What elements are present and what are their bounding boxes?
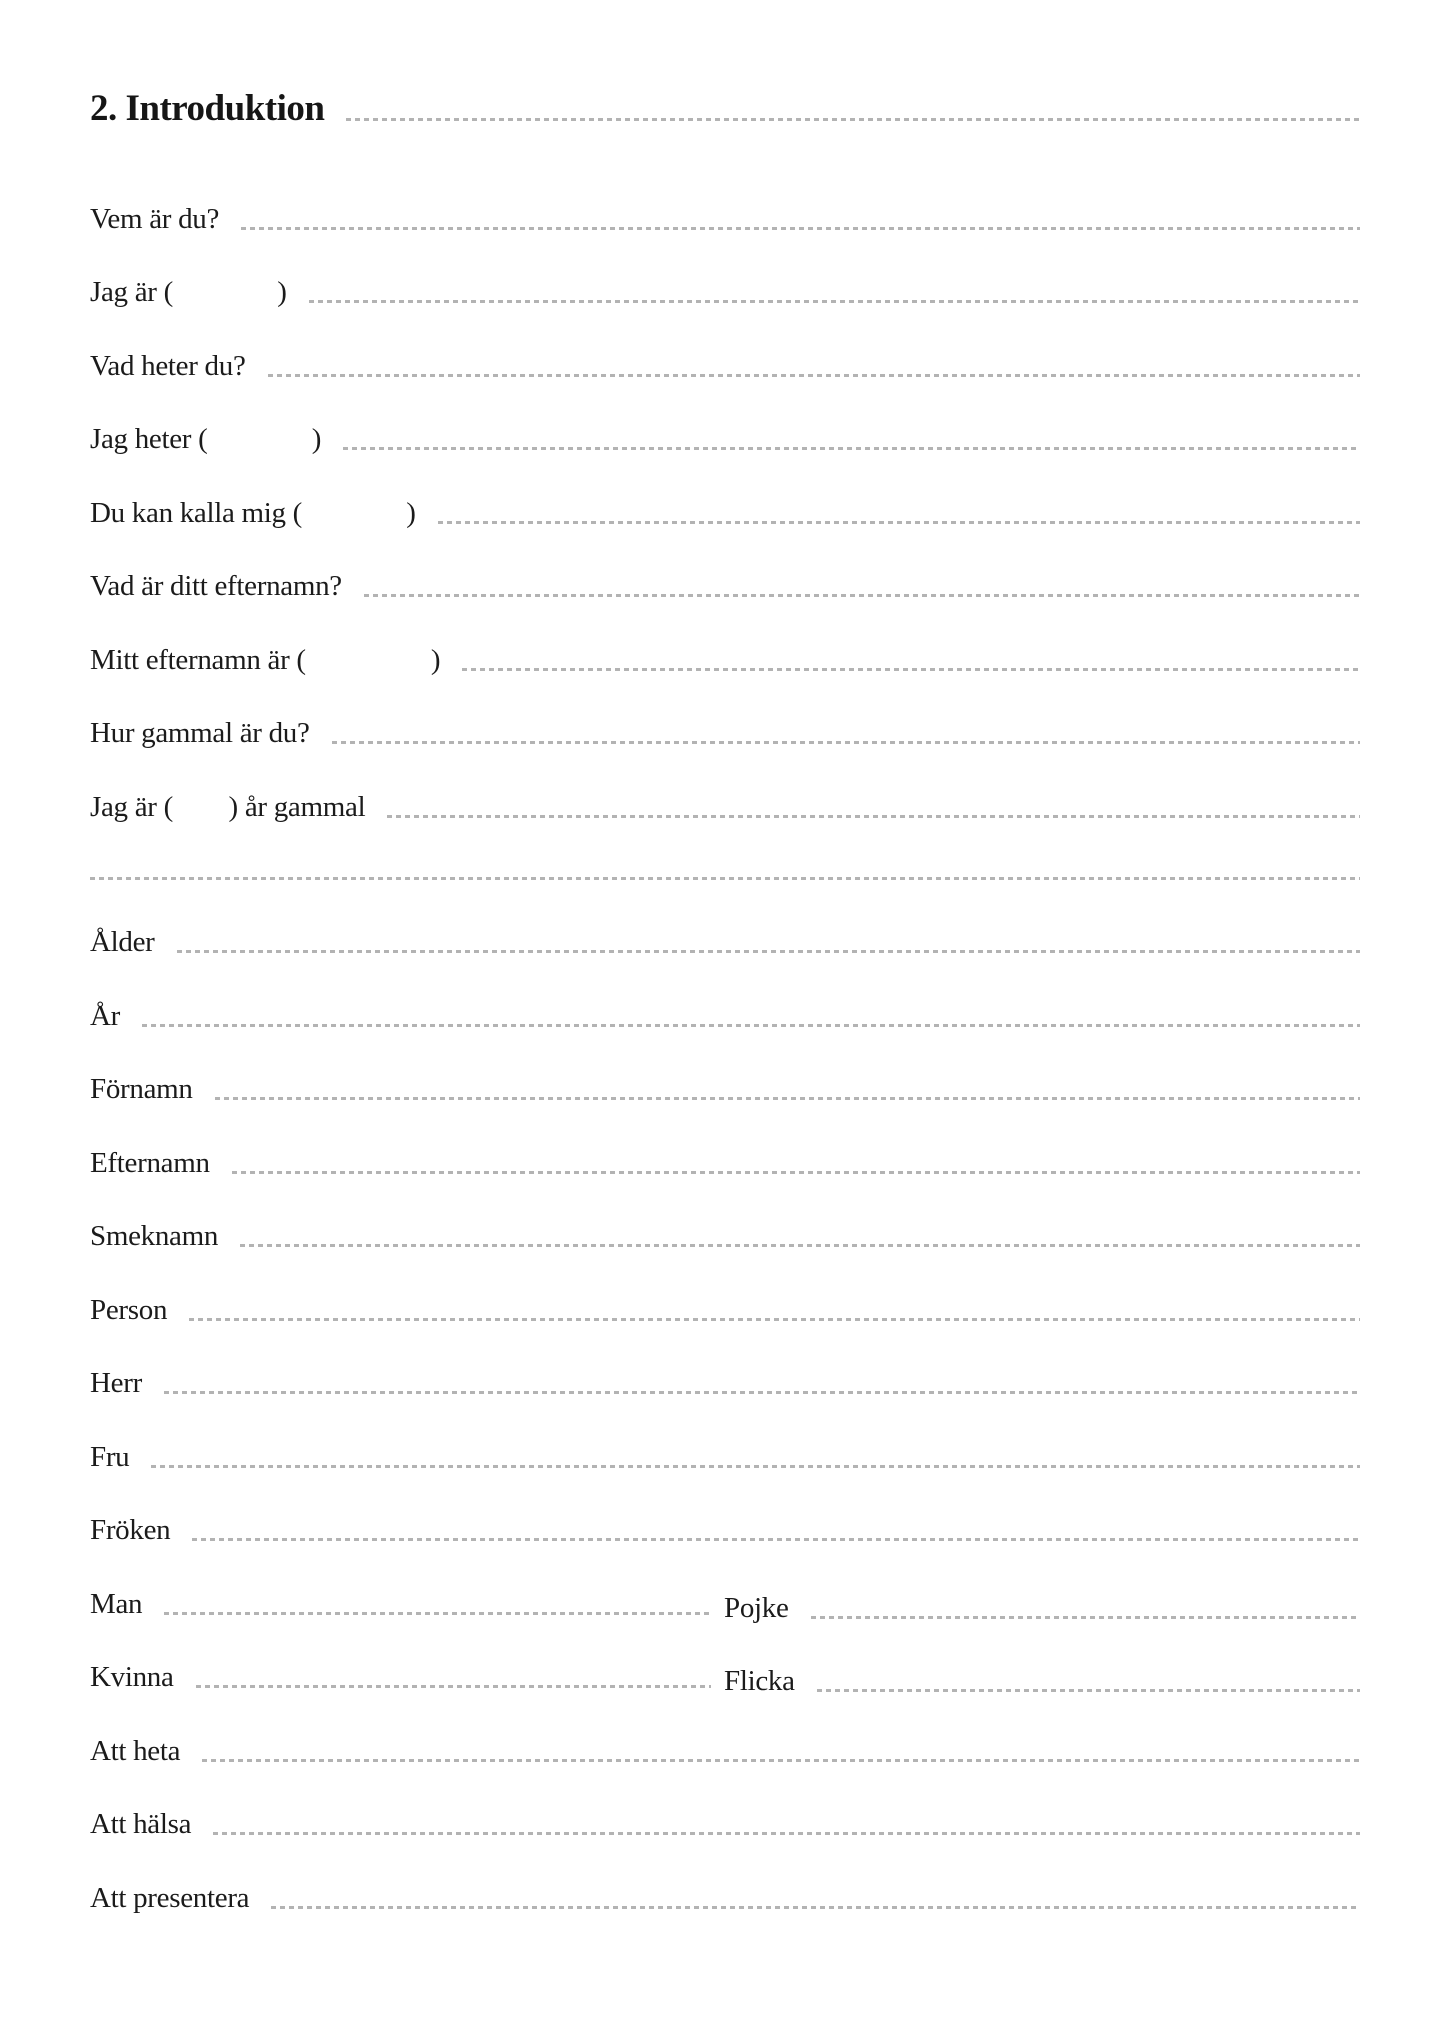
fill-in-line (241, 227, 1360, 230)
phrase-row (90, 528, 1360, 602)
phrase-row (90, 675, 1360, 749)
vocab-label: Ålder (90, 926, 155, 958)
vocab-row (90, 1472, 1360, 1546)
fill-in-line (309, 300, 1360, 303)
verb-row (90, 1766, 1360, 1840)
vocab-label: Fröken (90, 1514, 171, 1546)
fill-in-line (192, 1538, 1360, 1541)
phrase-label: Vem är du? (90, 202, 220, 235)
vocab-row (90, 1398, 1360, 1472)
fill-in-line (268, 374, 1360, 377)
section-title-row (90, 0, 1360, 127)
vocab-row (90, 1031, 1360, 1105)
fill-in-line (240, 1244, 1360, 1247)
phrase-label: Jag är ( ) (90, 276, 287, 308)
vocab-row (90, 957, 1360, 1031)
phrase-label: Vad är ditt efternamn? (90, 570, 342, 602)
fill-in-line (271, 1906, 1360, 1909)
phrase-label: Hur gammal är du? (90, 717, 310, 749)
phrase-row (90, 381, 1360, 455)
blank-fill-in-line (90, 877, 1360, 880)
fill-in-line (343, 447, 1360, 450)
fill-in-line (811, 1616, 1360, 1619)
fill-in-line (151, 1465, 1360, 1468)
phrase-row (90, 234, 1360, 308)
phrase-row (90, 601, 1360, 675)
fill-in-line (332, 741, 1360, 744)
vocab-pair-right (724, 1549, 1360, 1623)
vocab-label: Fru (90, 1440, 130, 1473)
fill-in-line (462, 668, 1360, 671)
phrase-row (90, 454, 1360, 528)
fill-in-line (215, 1097, 1360, 1100)
fill-in-line (213, 1832, 1360, 1835)
phrase-label: Mitt efternamn är ( ) (90, 643, 441, 676)
worksheet-content (90, 0, 1360, 1913)
vocab-label: Smeknamn (90, 1220, 219, 1252)
fill-in-line (196, 1685, 711, 1688)
vocab-row (90, 1178, 1360, 1252)
fill-in-line (438, 521, 1360, 524)
phrase-row (90, 307, 1360, 381)
phrase-label: Jag heter ( ) (90, 423, 322, 455)
vocab-label: Kvinna (90, 1661, 174, 1693)
fill-in-line (189, 1318, 1360, 1321)
fill-in-line (232, 1171, 1360, 1174)
section-title: 2. Introduktion (90, 88, 325, 129)
blank-divider-row (90, 822, 1360, 884)
worksheet-rows (90, 160, 1360, 1913)
vocab-label: Flicka (724, 1665, 795, 1697)
title-fill-in-line (346, 118, 1360, 121)
vocab-label: Man (90, 1587, 143, 1620)
vocab-label: Person (90, 1293, 168, 1326)
phrase-label: Jag är ( ) år gammal (90, 790, 366, 823)
vocab-pair-row (90, 1619, 1360, 1697)
vocab-label: Efternamn (90, 1146, 210, 1179)
fill-in-line (142, 1024, 1360, 1027)
vocab-label: Herr (90, 1367, 142, 1399)
fill-in-line (202, 1759, 1360, 1762)
fill-in-line (817, 1689, 1360, 1692)
vocab-pair-left (90, 1619, 711, 1693)
fill-in-line (387, 815, 1360, 818)
phrase-label: Du kan kalla mig ( ) (90, 496, 416, 529)
fill-in-line (364, 594, 1360, 597)
vocab-label: År (90, 999, 121, 1032)
fill-in-line (164, 1612, 711, 1615)
vocab-row (90, 1325, 1360, 1399)
vocab-row (90, 1104, 1360, 1178)
phrase-row (90, 748, 1360, 822)
phrase-label: Vad heter du? (90, 349, 246, 382)
vocab-pair-row (90, 1545, 1360, 1624)
fill-in-line (177, 950, 1360, 953)
verb-label: Att hälsa (90, 1808, 192, 1840)
verb-label: Att heta (90, 1734, 181, 1767)
verb-label: Att presentera (90, 1881, 250, 1914)
vocab-label: Pojke (724, 1591, 789, 1624)
phrase-row (90, 160, 1360, 234)
vocab-label: Förnamn (90, 1073, 193, 1105)
vocab-pair-left (90, 1545, 711, 1619)
vocab-row (90, 1251, 1360, 1325)
verb-row (90, 1692, 1360, 1766)
verb-row (90, 1839, 1360, 1913)
vocab-pair-right (724, 1623, 1360, 1697)
vocab-row (90, 884, 1360, 958)
fill-in-line (164, 1391, 1360, 1394)
